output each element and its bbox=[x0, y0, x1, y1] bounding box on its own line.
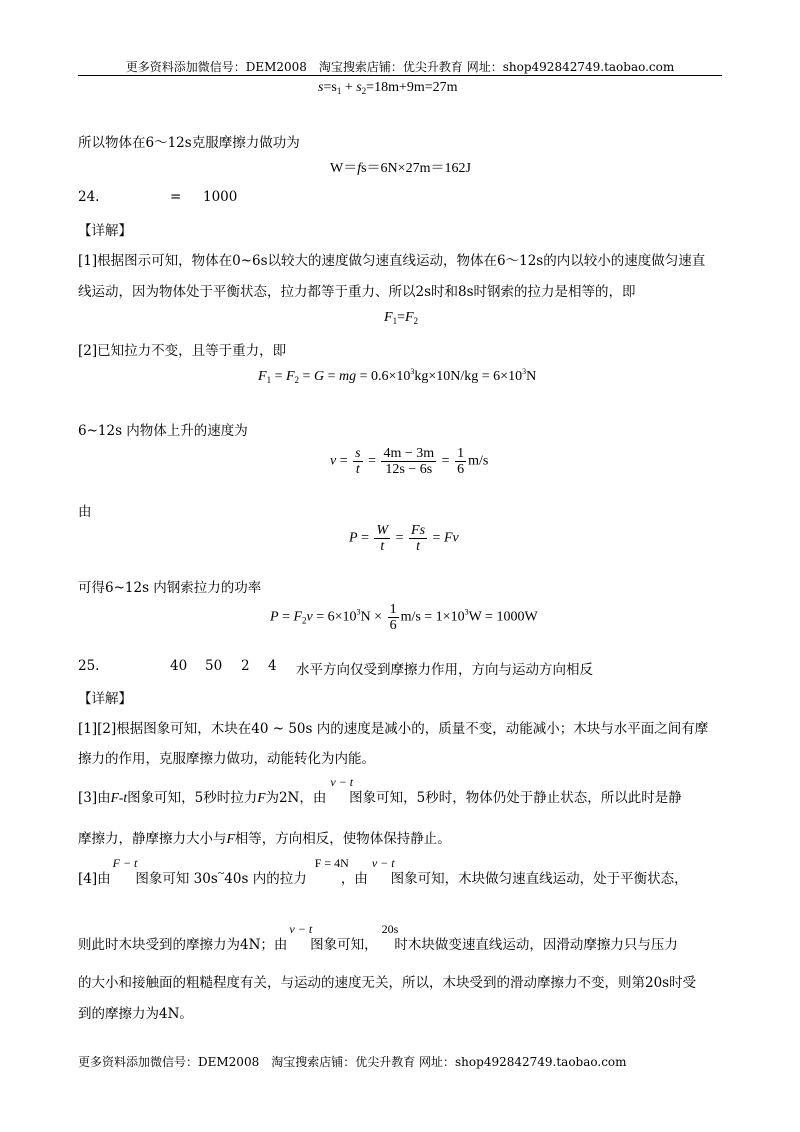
eq-subscript: 1 bbox=[336, 86, 342, 96]
answer-25 bbox=[78, 658, 722, 678]
eq-text: m/s = 1×10 bbox=[400, 609, 465, 625]
eq-subscript: 1 bbox=[392, 316, 398, 326]
fraction-denominator: t bbox=[374, 538, 390, 554]
fraction bbox=[409, 523, 427, 554]
equation-velocity bbox=[330, 446, 488, 477]
fraction-numerator: 1 bbox=[389, 602, 397, 617]
eq-symbol: = bbox=[323, 80, 332, 95]
paragraph-line bbox=[78, 856, 722, 887]
eq-text: N bbox=[526, 369, 537, 384]
header-rule bbox=[78, 75, 722, 76]
eq-text: W = 1000W bbox=[468, 609, 538, 625]
text-run: 相等，方向相反，使物体保持静止。 bbox=[234, 831, 451, 847]
text-run: [3]由 bbox=[78, 790, 111, 806]
eq-symbol: = bbox=[438, 453, 454, 469]
eq-symbol: = bbox=[364, 453, 380, 469]
fraction-denominator: t bbox=[409, 538, 427, 554]
fraction-numerator: 4m − 3m bbox=[383, 446, 435, 461]
fraction-denominator: t bbox=[353, 461, 362, 477]
answer-blank: 1000 bbox=[203, 189, 238, 205]
eq-subscript: 2 bbox=[413, 316, 419, 326]
answer-blank: 40 bbox=[170, 658, 188, 674]
eq-subscript: 1 bbox=[266, 375, 272, 385]
eq-superscript: 3 bbox=[356, 607, 361, 617]
fraction bbox=[353, 446, 362, 477]
eq-symbol: v bbox=[330, 453, 337, 469]
eq-symbol: Fv bbox=[443, 530, 459, 546]
fraction-denominator: 6 bbox=[457, 462, 465, 477]
text-run: 图象可知，5秒时拉力 bbox=[127, 790, 258, 806]
eq-symbol: = bbox=[299, 369, 314, 384]
question-number: 25. bbox=[78, 658, 100, 674]
text-run: 图象可知，木块做匀速直线运动，处于平衡状态， bbox=[390, 871, 688, 887]
eq-superscript: 3 bbox=[522, 367, 527, 376]
paragraph-line bbox=[78, 827, 451, 847]
paragraph-line: 由 bbox=[78, 504, 92, 520]
page-footer: 更多资料添加微信号：DEM2008 淘宝搜索店铺：优尖升教育 网址：shop492842749.taobao.com bbox=[78, 1055, 627, 1069]
paragraph-line: 的大小和接触面的粗糙程度有关，与运动的速度无关，所以，木块受到的滑动摩擦力不变，则第20s时受 bbox=[78, 975, 697, 991]
eq-subscript: 2 bbox=[361, 86, 367, 96]
fraction-numerator: Fs bbox=[411, 523, 426, 538]
fraction bbox=[455, 446, 466, 477]
eq-symbol: s bbox=[318, 80, 324, 95]
eq-symbol: P bbox=[270, 609, 279, 625]
eq-symbol: s bbox=[356, 80, 362, 95]
eq-symbol: F bbox=[404, 310, 414, 325]
eq-symbol: ~ bbox=[217, 866, 225, 880]
detail-tag: 【详解】 bbox=[78, 691, 132, 707]
text-run: ，由 bbox=[340, 871, 368, 887]
answer-blank: 水平方向仅受到摩擦力作用，方向与运动方向相反 bbox=[296, 662, 593, 678]
eq-subscript: 2 bbox=[302, 615, 307, 626]
paragraph-line bbox=[78, 775, 722, 806]
eq-subscript: 2 bbox=[294, 375, 300, 385]
eq-symbol: = bbox=[392, 530, 408, 546]
eq-symbol: v bbox=[306, 609, 313, 625]
fraction bbox=[388, 602, 399, 633]
fraction bbox=[381, 446, 436, 477]
paragraph-line bbox=[78, 922, 722, 953]
paragraph-line: 6~12s 内物体上升的速度为 bbox=[78, 423, 248, 439]
fraction-numerator: W bbox=[376, 523, 389, 538]
equation-power-result bbox=[270, 602, 538, 633]
fraction-denominator: 12s − 6s bbox=[381, 461, 436, 477]
detail-tag: 【详解】 bbox=[78, 223, 132, 239]
eq-symbol: F bbox=[258, 369, 267, 384]
answer-blank: 50 bbox=[205, 658, 223, 674]
text-run: 图象可知 30s bbox=[135, 871, 218, 887]
fraction-numerator: 1 bbox=[457, 446, 465, 461]
equation-gravity bbox=[258, 367, 536, 385]
eq-symbol: F bbox=[257, 790, 266, 805]
fraction bbox=[374, 523, 390, 554]
eq-symbol: F bbox=[226, 831, 235, 846]
paragraph-line: 擦力的作用，克服摩擦力做功，动能转化为内能。 bbox=[78, 751, 375, 767]
eq-symbol: F bbox=[293, 609, 303, 625]
eq-symbol: = bbox=[429, 530, 444, 546]
text-run: [4]由 bbox=[78, 871, 111, 887]
fraction-denominator: 6 bbox=[389, 618, 397, 633]
text-work-intro: 所以物体在6～12s克服摩擦力做功为 bbox=[78, 135, 300, 151]
eq-text: N × bbox=[360, 609, 386, 625]
text-run: 则此时木块受到的摩擦力为4N；由 bbox=[78, 937, 288, 953]
eq-superscript: 3 bbox=[464, 607, 469, 617]
answer-blank: = bbox=[170, 189, 182, 205]
eq-symbol: F-t bbox=[110, 790, 128, 805]
eq-symbol: s bbox=[331, 80, 337, 95]
eq-text: s＝6N×27m＝162J bbox=[361, 161, 471, 176]
eq-symbol: = bbox=[271, 369, 286, 384]
eq-symbol: v − t bbox=[371, 856, 395, 870]
eq-symbol: = bbox=[397, 310, 405, 325]
eq-symbol: v − t bbox=[289, 922, 313, 936]
eq-symbol: = bbox=[336, 453, 352, 469]
equation-f1-f2 bbox=[384, 310, 418, 326]
eq-symbol: F = 4N bbox=[314, 856, 349, 870]
equation-power-formula bbox=[349, 523, 459, 554]
question-number: 24. bbox=[78, 189, 100, 205]
eq-text: = 6×10 bbox=[312, 609, 357, 625]
paragraph-line: [2]已知拉力不变，且等于重力，即 bbox=[78, 343, 287, 359]
eq-symbol: F − t bbox=[112, 856, 138, 870]
equation-total-distance bbox=[318, 80, 458, 96]
text-run: 时木块做变速直线运动，因滑动摩擦力只与压力 bbox=[394, 937, 678, 953]
page-header: 更多资料添加微信号：DEM2008 淘宝搜索店铺：优尖升教育 网址：shop492842749.taobao.com bbox=[125, 60, 675, 74]
paragraph-line: 到的摩擦力为4N。 bbox=[78, 1006, 193, 1022]
equation-work bbox=[330, 157, 471, 177]
eq-symbol: = bbox=[324, 369, 339, 384]
eq-symbol: 20s bbox=[381, 922, 399, 936]
paragraph-line: [1]根据图示可知，物体在0~6s以较大的速度做匀速直线运动，物体在6～12s的内以较小的速度做匀速直 bbox=[78, 253, 706, 269]
text-run: 图象可知， bbox=[310, 937, 378, 953]
eq-symbol: v − t bbox=[330, 775, 354, 789]
eq-symbol: mg bbox=[338, 369, 357, 384]
eq-symbol: G bbox=[313, 369, 325, 384]
eq-text: = 0.6×10 bbox=[356, 369, 411, 384]
fraction-numerator: s bbox=[355, 446, 361, 461]
eq-text: m/s bbox=[468, 453, 489, 469]
eq-symbol: f bbox=[357, 161, 362, 176]
eq-symbol: = bbox=[357, 530, 373, 546]
eq-text: kg×10N/kg = 6×10 bbox=[414, 369, 523, 384]
eq-text: W＝ bbox=[330, 161, 358, 176]
answer-blank: 2 bbox=[241, 658, 250, 674]
eq-symbol: + bbox=[341, 80, 357, 95]
paragraph-line: [1][2]根据图象可知，木块在40 ~ 50s 内的速度是减小的，质量不变，动能减小；木块与水平面之间有摩 bbox=[78, 721, 709, 737]
text-run: 图象可知，5秒时，物体仍处于静止状态，所以此时是静 bbox=[349, 790, 682, 806]
text-run: 为2N，由 bbox=[265, 790, 327, 806]
eq-symbol: = bbox=[278, 609, 294, 625]
text-run: 40s 内的拉力 bbox=[224, 871, 307, 887]
eq-symbol: F bbox=[285, 369, 295, 384]
paragraph-line: 可得6~12s 内钢索拉力的功率 bbox=[78, 580, 262, 596]
eq-symbol: P bbox=[349, 530, 358, 546]
eq-symbol: F bbox=[384, 310, 393, 325]
eq-text: =18m+9m=27m bbox=[366, 80, 458, 95]
paragraph-line: 线运动，因为物体处于平衡状态，拉力都等于重力、所以2s时和8s时钢索的拉力是相等的，即 bbox=[78, 284, 636, 300]
eq-superscript: 3 bbox=[410, 367, 415, 376]
answer-24 bbox=[78, 189, 238, 205]
text-run: 摩擦力，静摩擦力大小与 bbox=[78, 831, 227, 847]
answer-blank: 4 bbox=[268, 658, 277, 674]
